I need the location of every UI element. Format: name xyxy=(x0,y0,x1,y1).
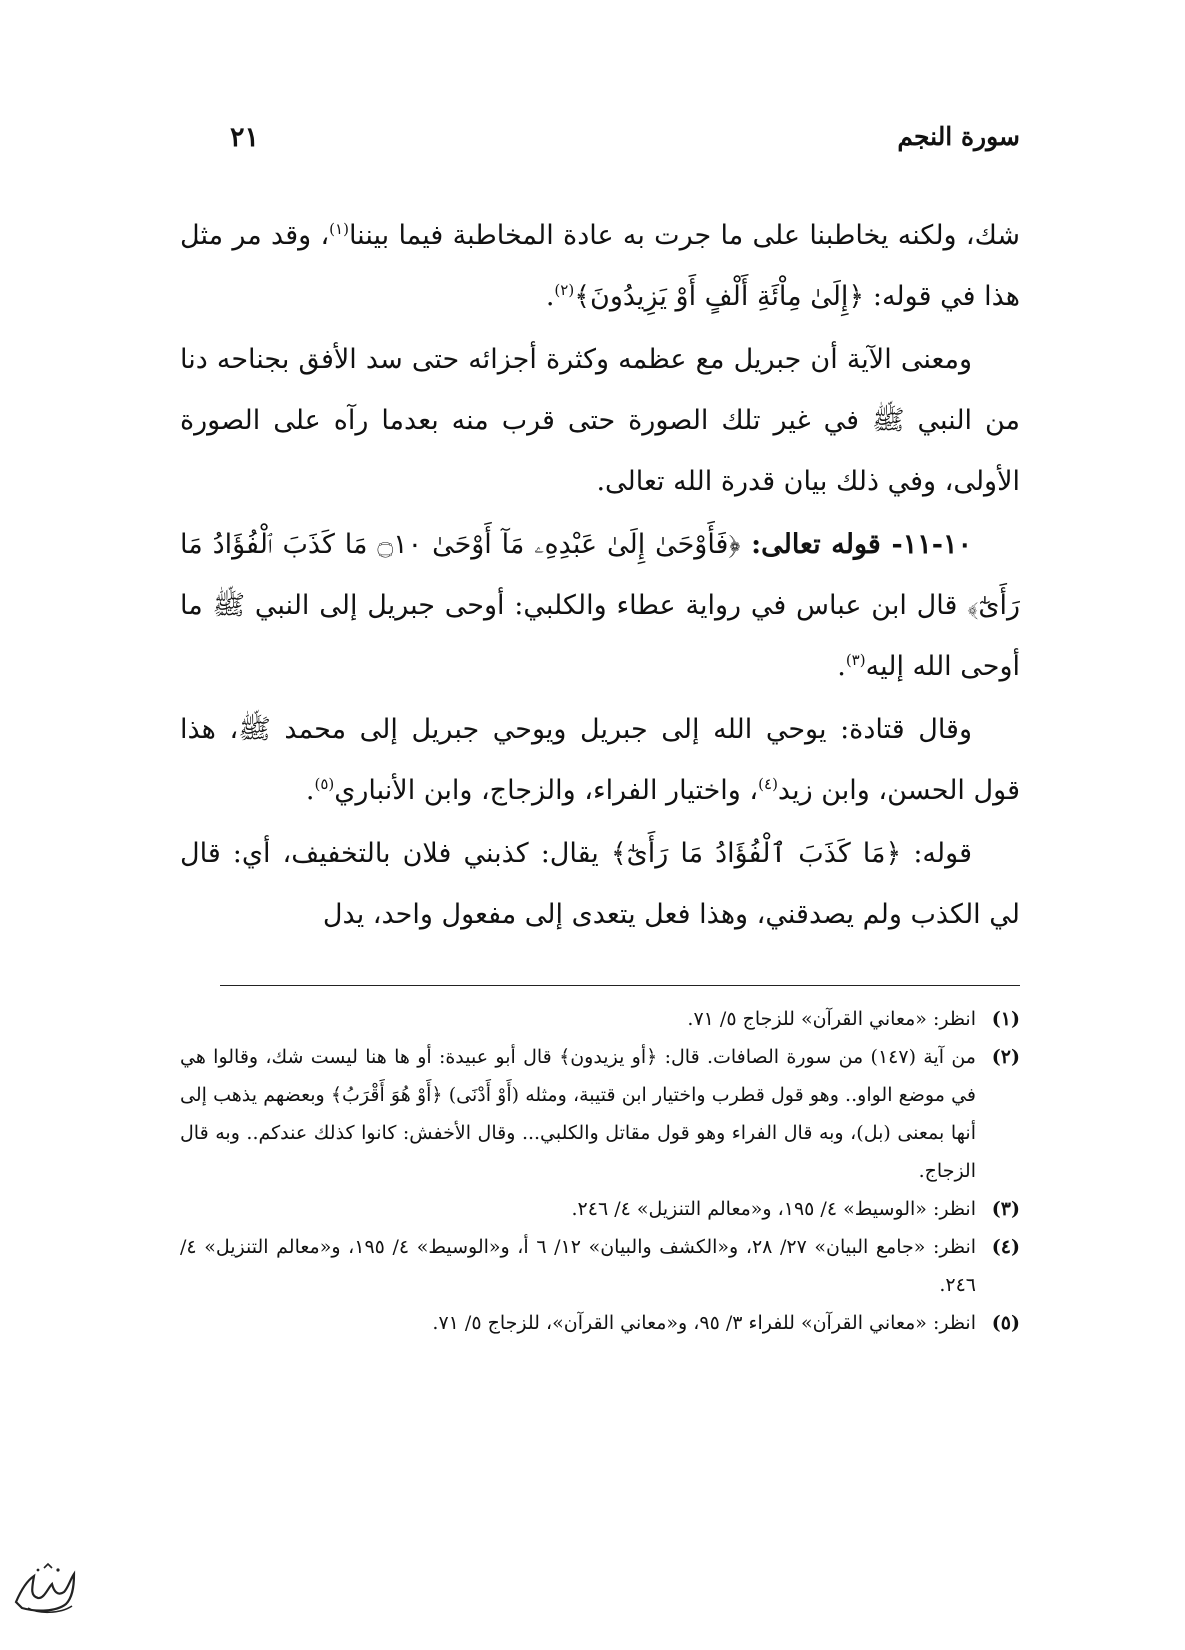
paragraph-5 xyxy=(180,823,1020,945)
text-run: . xyxy=(837,651,846,682)
footnote-4 xyxy=(180,1228,1020,1304)
text-run: . xyxy=(545,281,555,312)
paragraph-4 xyxy=(180,699,1020,821)
text-run: شك، ولكنه يخاطبنا على ما جرت به عادة المخاطبة فيما بيننا xyxy=(348,220,1020,251)
surah-title: سورة النجم xyxy=(897,122,1020,151)
footnotes xyxy=(180,1000,1020,1342)
text-run: وقال قتادة: يوحي الله إلى جبريل ويوحي جبريل إلى محمد ﷺ، هذا قول الحسن، وابن زيد xyxy=(180,714,1020,806)
footnote-text: من آية (١٤٧) من سورة الصافات. قال: ﴿أو يزيدون﴾ قال أبو عبيدة: أو ها هنا ليست شك، وقالوا هي في موضع الواو.. وهو قول قطرب واختيار ابن قتيبة، ومثله (أَوْ أَدْنَى) ﴿أَوْ هُوَ أَقْرَبُ﴾ وبعضهم يذهب إلى أنها بمعنى (بل)، وبه قال الفراء وهو قول مقاتل والكلبي... وقال الأخفش: كانوا كذلك عندكم.. وبه قال الزجاج. xyxy=(180,1046,976,1182)
footnote-text: انظر: «جامع البيان» ٢٧/ ٢٨، و«الكشف والبيان» ١٢/ ٦ أ، و«الوسيط» ٤/ ١٩٥، و«معالم التنزيل» ٤/ ٢٤٦. xyxy=(180,1236,977,1296)
paragraph-1 xyxy=(180,205,1020,327)
footnote-ref-2: (٢) xyxy=(554,281,575,299)
footnote-2 xyxy=(180,1038,1020,1190)
footnote-number: (٢) xyxy=(991,1046,1020,1068)
main-text xyxy=(180,205,1020,945)
footnote-text: انظر: «معاني القرآن» للفراء ٣/ ٩٥، و«معاني القرآن»، للزجاج ٥/ ٧١. xyxy=(432,1312,976,1334)
text-run: يقال: كذبني فلان بالتخفيف، أي: قال لي الكذب ولم يصدقني، وهذا فعل يتعدى إلى مفعول واحد، يدل xyxy=(180,838,1020,930)
text-run: قوله: xyxy=(901,838,972,869)
footnote-ref-5: (٥) xyxy=(314,775,335,793)
page-header xyxy=(200,122,1020,162)
text-run: قال ابن عباس في رواية عطاء والكلبي: أوحى جبريل إلى النبي ﷺ ما أوحى الله إليه xyxy=(180,590,1020,682)
footnote-ref-1: (١) xyxy=(329,220,349,238)
footnote-ref-3: (٣) xyxy=(845,651,866,669)
verse-label: ١٠-١١- قوله تعالى: xyxy=(740,529,972,560)
paragraph-3 xyxy=(180,514,1020,697)
quran-verse: ﴿مَا كَذَبَ ٱلْفُؤَادُ مَا رَأَىٰٓ﴾ xyxy=(610,838,902,869)
text-run: ، وقد مر مثل هذا في قوله: xyxy=(180,220,1020,312)
footnote-text: انظر: «معاني القرآن» للزجاج ٥/ ٧١. xyxy=(687,1008,976,1030)
footnote-number: (٤) xyxy=(991,1236,1020,1258)
footnote-number: (١) xyxy=(991,1008,1020,1030)
quran-verse: ﴿فَأَوْحَىٰ إِلَىٰ عَبْدِهِۦ مَآ أَوْحَىٰ ۝١٠ مَا كَذَبَ ٱلْفُؤَادُ مَا رَأَىٰٓ﴾ xyxy=(180,529,1020,621)
footnote-number: (٣) xyxy=(991,1198,1020,1220)
page-number: ٢١ xyxy=(230,122,260,153)
footnote-divider xyxy=(220,985,1020,986)
footnote-text: انظر: «الوسيط» ٤/ ١٩٥، و«معالم التنزيل» ٤/ ٢٤٦. xyxy=(571,1198,976,1220)
quran-verse: ﴿إِلَىٰ مِاْئَةِ أَلْفٍ أَوْ يَزِيدُونَ﴾ xyxy=(574,281,865,312)
footnote-number: (٥) xyxy=(991,1312,1020,1334)
seal-logo-icon xyxy=(8,1558,86,1618)
text-run: ، واختيار الفراء، والزجاج، وابن الأنباري xyxy=(334,775,759,806)
footnote-1 xyxy=(180,1000,1020,1038)
footnote-5 xyxy=(180,1304,1020,1342)
paragraph-2: ومعنى الآية أن جبريل مع عظمه وكثرة أجزائه حتى سد الأفق بجناحه دنا من النبي ﷺ في غير تلك الصورة حتى قرب منه بعدما رآه على الصورة الأولى، وفي ذلك بيان قدرة الله تعالى. xyxy=(180,344,1020,497)
footnote-3 xyxy=(180,1190,1020,1228)
text-run: . xyxy=(305,775,315,806)
footnote-ref-4: (٤) xyxy=(758,775,778,793)
